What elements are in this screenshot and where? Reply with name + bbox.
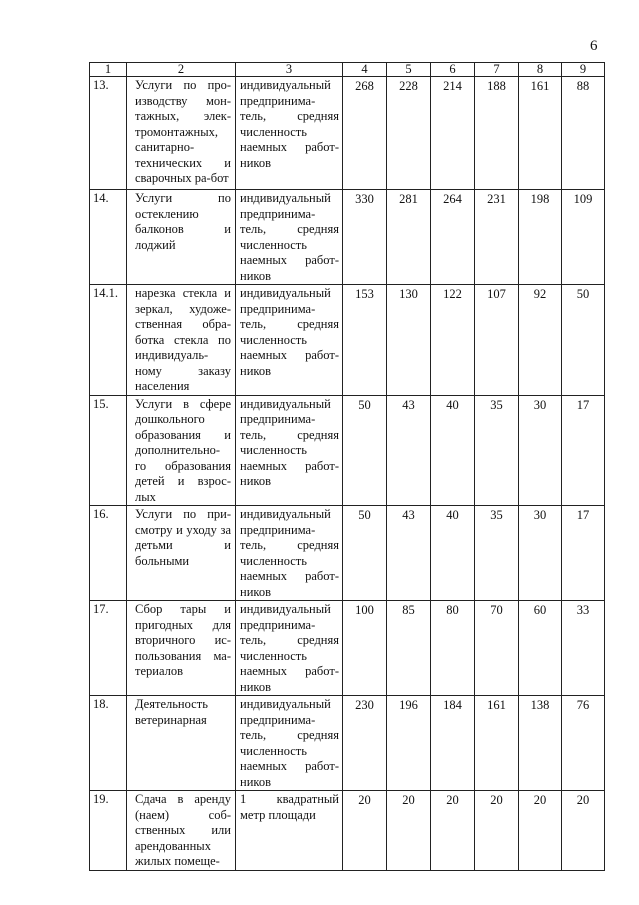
- value-cell: 138: [519, 696, 562, 791]
- header-cell: 9: [562, 63, 605, 77]
- service-name: нарезка стекла и зеркал, художе-ственная обра-ботка стекла по индивидуаль-ному заказу населения: [127, 285, 236, 396]
- value-cell: 60: [519, 601, 562, 696]
- value-cell: 196: [387, 696, 431, 791]
- value-cell: 20: [431, 791, 475, 871]
- unit-of-measure: индивидуальный предпринима-тель, средняя численность наемных работ-ников: [236, 696, 343, 791]
- value-cell: 76: [562, 696, 605, 791]
- header-cell: 6: [431, 63, 475, 77]
- value-cell: 43: [387, 395, 431, 506]
- header-cell: 7: [475, 63, 519, 77]
- table-row: [90, 285, 605, 396]
- value-cell: 88: [562, 77, 605, 190]
- value-cell: 20: [475, 791, 519, 871]
- service-name: Услуги по про-изводству мон-тажных, элек-тромонтажных, санитарно-технических и сварочных ра-бот: [127, 77, 236, 190]
- value-cell: 107: [475, 285, 519, 396]
- header-cell: 8: [519, 63, 562, 77]
- header-cell: 1: [90, 63, 127, 77]
- value-cell: 281: [387, 190, 431, 285]
- value-cell: 161: [475, 696, 519, 791]
- unit-of-measure: индивидуальный предпринима-тель, средняя численность наемных работ-ников: [236, 601, 343, 696]
- table-row: [90, 395, 605, 506]
- value-cell: 230: [343, 696, 387, 791]
- table-row: [90, 601, 605, 696]
- unit-of-measure: индивидуальный предпринима-тель, средняя численность наемных работ-ников: [236, 77, 343, 190]
- header-cell: 5: [387, 63, 431, 77]
- service-name: Услуги по при-смотру и уходу за детьми и больными: [127, 506, 236, 601]
- value-cell: 330: [343, 190, 387, 285]
- value-cell: 214: [431, 77, 475, 190]
- value-cell: 50: [562, 285, 605, 396]
- service-name: Услуги в сфере дошкольного образования и дополнительно-го образования детей и взрос-лых: [127, 395, 236, 506]
- value-cell: 122: [431, 285, 475, 396]
- value-cell: 17: [562, 395, 605, 506]
- value-cell: 35: [475, 506, 519, 601]
- header-cell: 4: [343, 63, 387, 77]
- value-cell: 30: [519, 395, 562, 506]
- value-cell: 35: [475, 395, 519, 506]
- unit-of-measure: индивидуальный предпринима-тель, средняя численность наемных работ-ников: [236, 395, 343, 506]
- value-cell: 109: [562, 190, 605, 285]
- value-cell: 92: [519, 285, 562, 396]
- value-cell: 228: [387, 77, 431, 190]
- value-cell: 40: [431, 395, 475, 506]
- row-number: 13.: [90, 77, 127, 190]
- header-row: [90, 63, 605, 77]
- value-cell: 153: [343, 285, 387, 396]
- value-cell: 20: [562, 791, 605, 871]
- service-name: Сбор тары и пригодных для вторичного ис-пользования ма-териалов: [127, 601, 236, 696]
- table-row: [90, 77, 605, 190]
- header-cell: 3: [236, 63, 343, 77]
- unit-of-measure: индивидуальный предпринима-тель, средняя численность наемных работ-ников: [236, 506, 343, 601]
- service-name: Деятельность ветеринарная: [127, 696, 236, 791]
- row-number: 18.: [90, 696, 127, 791]
- value-cell: 33: [562, 601, 605, 696]
- value-cell: 50: [343, 506, 387, 601]
- value-cell: 40: [431, 506, 475, 601]
- table-row: [90, 791, 605, 871]
- value-cell: 100: [343, 601, 387, 696]
- value-cell: 85: [387, 601, 431, 696]
- unit-of-measure: 1 квадратный метр площади: [236, 791, 343, 871]
- table-row: [90, 506, 605, 601]
- value-cell: 268: [343, 77, 387, 190]
- table-row: [90, 696, 605, 791]
- value-cell: 161: [519, 77, 562, 190]
- row-number: 14.: [90, 190, 127, 285]
- row-number: 14.1.: [90, 285, 127, 396]
- value-cell: 198: [519, 190, 562, 285]
- row-number: 19.: [90, 791, 127, 871]
- value-cell: 130: [387, 285, 431, 396]
- value-cell: 17: [562, 506, 605, 601]
- value-cell: 43: [387, 506, 431, 601]
- value-cell: 188: [475, 77, 519, 190]
- value-cell: 264: [431, 190, 475, 285]
- value-cell: 70: [475, 601, 519, 696]
- service-name: Услуги по остеклению балконов и лоджий: [127, 190, 236, 285]
- service-name: Сдача в аренду (наем) соб-ственных или арендованных жилых помеще-: [127, 791, 236, 871]
- table-body: [90, 63, 605, 871]
- value-cell: 20: [519, 791, 562, 871]
- value-cell: 20: [387, 791, 431, 871]
- value-cell: 30: [519, 506, 562, 601]
- value-cell: 231: [475, 190, 519, 285]
- table-row: [90, 190, 605, 285]
- unit-of-measure: индивидуальный предпринима-тель, средняя численность наемных работ-ников: [236, 190, 343, 285]
- row-number: 17.: [90, 601, 127, 696]
- row-number: 15.: [90, 395, 127, 506]
- value-cell: 184: [431, 696, 475, 791]
- unit-of-measure: индивидуальный предпринима-тель, средняя численность наемных работ-ников: [236, 285, 343, 396]
- value-cell: 80: [431, 601, 475, 696]
- row-number: 16.: [90, 506, 127, 601]
- header-cell: 2: [127, 63, 236, 77]
- page-number: 6: [590, 38, 598, 54]
- value-cell: 50: [343, 395, 387, 506]
- tariff-table: [89, 62, 605, 871]
- value-cell: 20: [343, 791, 387, 871]
